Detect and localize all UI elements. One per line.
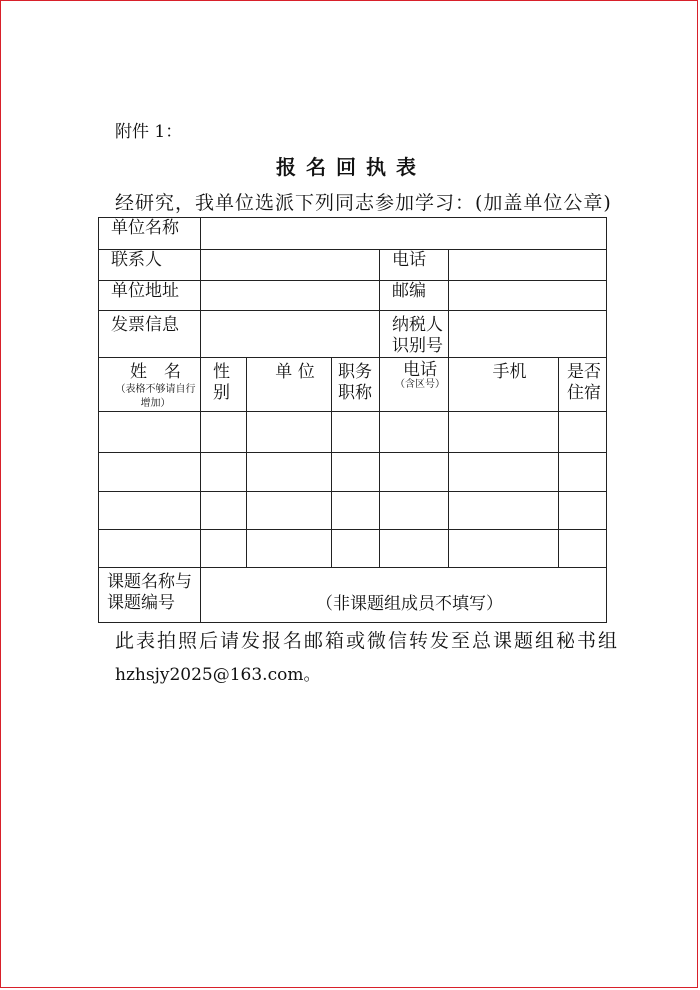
column-lodging: 是否 住宿 — [559, 358, 607, 412]
attendee-header-row — [99, 358, 607, 412]
taxpayer-label: 纳税人 识别号 — [380, 311, 449, 358]
invoice-row — [99, 311, 607, 358]
phone-label: 电话 — [380, 250, 449, 281]
project-label: 课题名称与 课题编号 — [99, 568, 201, 623]
registration-form-table — [98, 217, 607, 623]
postcode-field[interactable] — [449, 281, 607, 311]
taxpayer-field[interactable] — [449, 311, 607, 358]
address-field[interactable] — [201, 281, 380, 311]
footer-instruction: 此表拍照后请发报名邮箱或微信转发至总课题组秘书组 — [115, 630, 620, 652]
column-title: 职务 职称 — [332, 358, 380, 412]
invoice-field[interactable] — [201, 311, 380, 358]
unit-name-label: 单位名称 — [99, 218, 201, 250]
column-gender: 性 别 — [201, 358, 247, 412]
attendee-row — [99, 530, 607, 568]
contact-row — [99, 250, 607, 281]
attendee-row — [99, 453, 607, 492]
unit-name-field[interactable] — [201, 218, 607, 250]
address-row — [99, 281, 607, 311]
column-unit: 单 位 — [247, 358, 332, 412]
invoice-label: 发票信息 — [99, 311, 201, 358]
footer-email: hzhsjy2025@163.com。 — [115, 665, 321, 685]
attendee-row — [99, 492, 607, 530]
project-note: （非课题组成员不填写） — [316, 594, 504, 614]
project-field[interactable] — [201, 568, 607, 623]
attachment-label: 附件 1： — [115, 122, 183, 142]
phone-field[interactable] — [449, 250, 607, 281]
address-label: 单位地址 — [99, 281, 201, 311]
contact-field[interactable] — [201, 250, 380, 281]
form-title: 报名回执表 — [276, 155, 426, 179]
column-phone: 电话 （含区号） — [380, 358, 449, 412]
project-row — [99, 568, 607, 623]
unit-name-row — [99, 218, 607, 250]
attendee-row — [99, 412, 607, 453]
column-name-note: （表格不够请自行增加） — [115, 384, 196, 409]
contact-label: 联系人 — [99, 250, 201, 281]
postcode-label: 邮编 — [380, 281, 449, 311]
column-mobile: 手机 — [449, 358, 559, 412]
column-name: 姓 名 （表格不够请自行增加） — [99, 358, 201, 412]
column-phone-note: （含区号） — [395, 379, 445, 390]
intro-text: 经研究，我单位选派下列同志参加学习：(加盖单位公章) — [115, 192, 612, 214]
